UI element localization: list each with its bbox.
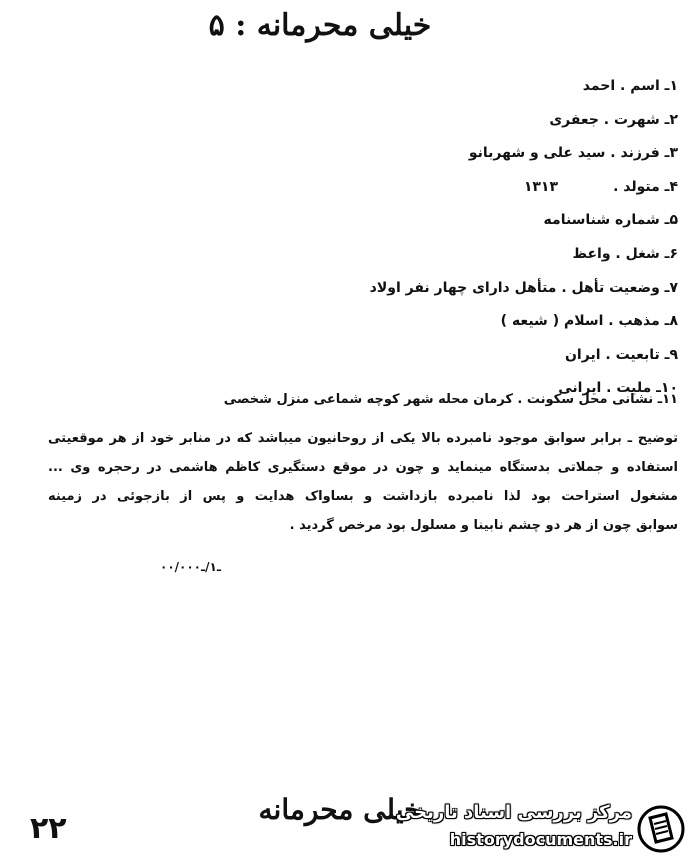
item-number: ۷ـ xyxy=(664,279,678,296)
item-text: وضعیت تأهل . متأهل دارای چهار نفر اولاد xyxy=(369,279,660,296)
list-item xyxy=(158,171,678,205)
footer-classification: خیلی محرمانه xyxy=(258,793,422,826)
item-text: ملیت . ایرانی xyxy=(558,380,652,397)
note-line: سوابق چون از هر دو چشم نابینا و مسلول بود مرخص گردید . xyxy=(289,518,678,533)
item-number: ۳ـ xyxy=(664,145,678,162)
birth-year: ۱۳۱۳ xyxy=(523,178,558,195)
item-number: ۱۱ـ xyxy=(657,392,678,407)
item-text: فرزند . سید علی و شهربانو xyxy=(468,145,660,162)
item-text: شماره شناسنامه xyxy=(543,212,660,229)
item-number: ۸ـ xyxy=(664,313,678,330)
watermark-url: historydocuments.ir xyxy=(449,830,632,849)
list-item xyxy=(158,305,678,339)
address-text: نشانی محل سکونت . کرمان محله شهر کوچه شماعی منزل شخصی xyxy=(223,392,654,407)
item-number: ۵ـ xyxy=(664,212,678,229)
list-item xyxy=(158,70,678,104)
note-line: توضیح ـ برابر سوابق موجود نامبرده بالا یکی از روحانیون میباشد که در منابر خود از هر موقعیتی xyxy=(48,431,678,446)
item-number: ۴ـ xyxy=(664,178,678,195)
watermark-title: مرکز بررسی اسناد تاریخی xyxy=(395,802,632,823)
list-item xyxy=(158,339,678,373)
item-text: مذهب . اسلام ( شیعه ) xyxy=(500,313,660,330)
address-line xyxy=(158,392,678,407)
list-item xyxy=(158,238,678,272)
item-text: شغل . واعظ xyxy=(572,245,660,262)
list-item xyxy=(158,104,678,138)
list-item xyxy=(158,137,678,171)
item-number: ۱ـ xyxy=(664,78,678,94)
item-text: متولد . xyxy=(613,178,660,195)
archive-code: ۰۰/ـ۱/ـ۰۰۰ xyxy=(160,560,221,574)
page-number: ۲۲ xyxy=(30,811,67,846)
note-line: مشغول استراحت بود لذا نامبرده بازداشت و بساواک هدایت و پس از بازجوئی در زمینه xyxy=(48,489,678,504)
explanation-note xyxy=(48,424,678,540)
item-text: تابعیت . ایران xyxy=(564,346,660,363)
watermark xyxy=(395,800,690,858)
note-line: استفاده و جملاتی بدستگاه مینماید و چون در موقع دستگیری کاظم هاشمی در رحجره وی ... xyxy=(48,460,678,475)
item-number: ۲ـ xyxy=(664,111,678,128)
header-classification: خیلی محرمانه : ۵ xyxy=(208,8,432,43)
item-number: ۱۰ـ xyxy=(656,380,678,397)
list-item xyxy=(158,204,678,238)
list-item xyxy=(158,272,678,306)
personal-info-list xyxy=(158,70,678,406)
item-number: ۶ـ xyxy=(664,245,678,262)
item-text: شهرت . جعفری xyxy=(549,111,660,128)
document-archive-logo-icon xyxy=(636,804,686,854)
item-number: ۹ـ xyxy=(664,346,678,363)
item-text: اسم . احمد xyxy=(582,78,660,94)
